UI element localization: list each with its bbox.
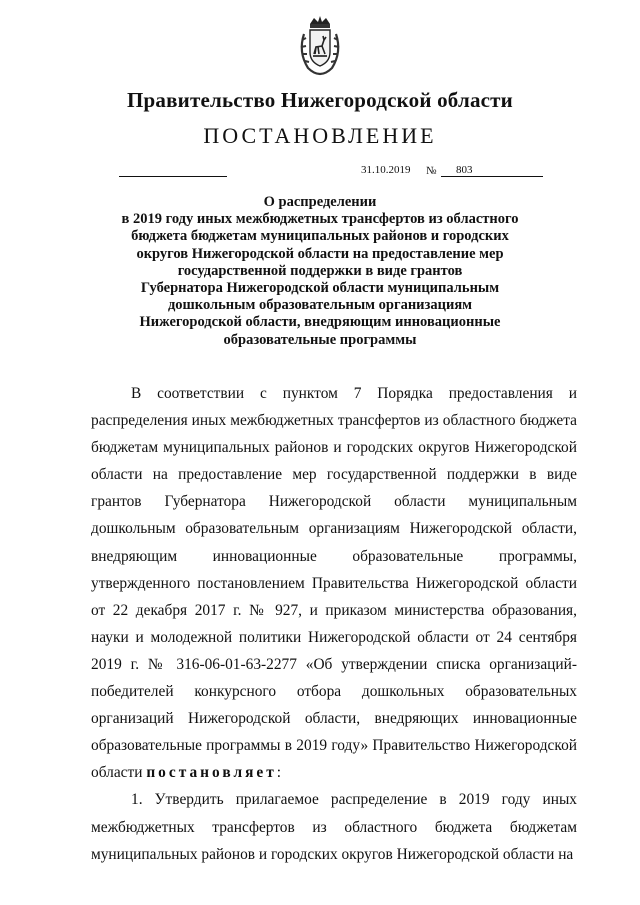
subject-line: Нижегородской области, внедряющим инновационные (139, 314, 501, 331)
subject-line: государственной поддержки в виде грантов (177, 262, 463, 279)
document-body (91, 380, 577, 868)
coat-of-arms-icon (296, 14, 344, 76)
document-type: ПОСТАНОВЛЕНИЕ (203, 123, 437, 148)
paragraph-text: В соответствии с пунктом 7 Порядка предоставления и распределения иных межбюджетных трансфертов из областного бюджета бюджетам муниципальных районов и городских округов Нижегородской области на предоставление мер государственной поддержки в виде грантов Губернатора Нижегородской области муниципальным дошкольным образовательным организациям Нижегородской области, внедряющим инновационные образовательные программы, утвержденного постановлением Правительства Нижегородской области от 22 декабря 2017 г. № 927, и приказом министерства образования, науки и молодежной политики Нижегородской области от 24 сентября 2019 г. № 316-06-01-63-2277 «Об утверждении списка организаций-победителей конкурсного отбора дошкольных образовательных организаций Нижегородской области, внедряющих инновационные образовательные программы в 2019 году» Правительство Нижегородской области (91, 385, 577, 782)
subject-line: в 2019 году иных межбюджетных трансфертов из областного (121, 211, 519, 228)
decree-colon: : (276, 764, 282, 782)
blank-line (119, 176, 227, 177)
document-number: 803 (456, 164, 473, 176)
subject-line: Губернатора Нижегородской области муниципальным (140, 280, 500, 297)
decree-word: постановляет (146, 764, 277, 782)
document-date: 31.10.2019 (361, 164, 411, 176)
subject-line: дошкольным образовательным организациям (167, 297, 473, 314)
document-subject (120, 194, 520, 349)
subject-line: округов Нижегородской области на предоставление мер (136, 245, 504, 262)
subject-line: образовательные программы (223, 331, 417, 348)
body-paragraph (91, 380, 577, 786)
number-sign: № (426, 165, 437, 177)
body-paragraph: 1. Утвердить прилагаемое распределение в 2019 году иных межбюджетных трансфертов из областного бюджета бюджетам муниципальных районов и городских округов Нижегородской области на (91, 791, 577, 863)
subject-line: бюджета бюджетам муниципальных районов и городских (131, 228, 509, 245)
number-underline (441, 176, 543, 177)
subject-line: О распределении (263, 194, 377, 210)
organization-title: Правительство Нижегородской области (127, 88, 513, 112)
